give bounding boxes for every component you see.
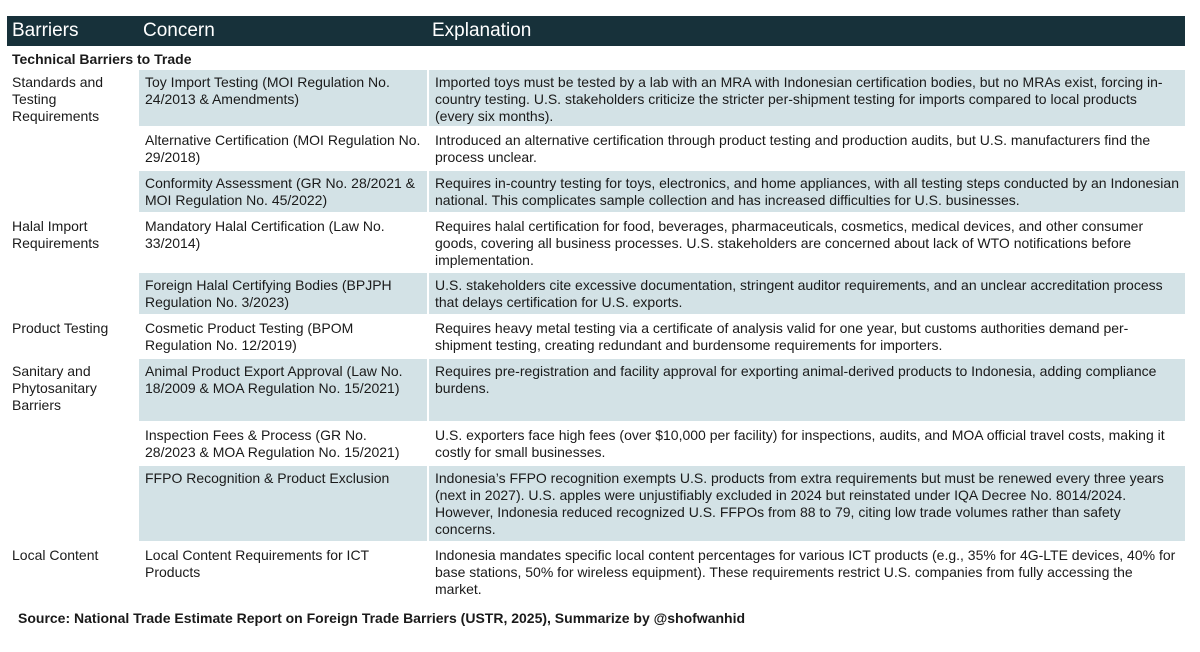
header-concern: Concern [143, 20, 215, 41]
explanation-cell: Indonesia mandates specific local content percentages for various ICT products (e.g., 35% for 4G-LTE devices, 40% for base stations, 50% for wireless equipment). These requirements restrict U.S. companies from fully accessing the market. [427, 543, 1185, 599]
barrier-cell: Sanitary and Phytosanitary Barriers [7, 359, 137, 421]
source-note: Source: National Trade Estimate Report on Foreign Trade Barriers (USTR, 2025), Summarize by @shofwanhid [18, 610, 746, 626]
concern-cell: Animal Product Export Approval (Law No. 18/2009 & MOA Regulation No. 15/2021) [137, 359, 427, 421]
concern-cell: Toy Import Testing (MOI Regulation No. 24/2013 & Amendments) [137, 70, 427, 126]
barrier-cell [7, 273, 137, 314]
explanation-cell: Requires in-country testing for toys, electronics, and home appliances, with all testing steps conducted by an Indonesian national. This complicates sample collection and has increased difficulties for U.S. businesses. [427, 171, 1185, 212]
table-row [7, 171, 1185, 214]
barrier-cell [7, 423, 137, 464]
concern-cell: Conformity Assessment (GR No. 28/2021 & MOI Regulation No. 45/2022) [137, 171, 427, 212]
barriers-table [7, 16, 1185, 601]
concern-cell: Alternative Certification (MOI Regulation No. 29/2018) [137, 128, 427, 169]
explanation-cell: Requires heavy metal testing via a certificate of analysis valid for one year, but customs authorities demand per-shipment testing, creating redundant and burdensome requirements for importers. [427, 316, 1185, 357]
barrier-cell [7, 466, 137, 541]
concern-cell: FFPO Recognition & Product Exclusion [137, 466, 427, 541]
barrier-cell [7, 171, 137, 212]
explanation-cell: U.S. exporters face high fees (over $10,000 per facility) for inspections, audits, and MOA official travel costs, making it costly for small businesses. [427, 423, 1185, 464]
table-row [7, 543, 1185, 601]
barrier-cell: Local Content [7, 543, 137, 599]
explanation-cell: Requires pre-registration and facility approval for exporting animal-derived products to Indonesia, adding compliance burdens. [427, 359, 1185, 421]
table-header [7, 16, 1185, 46]
table-row [7, 466, 1185, 543]
barrier-cell [7, 128, 137, 169]
concern-cell: Local Content Requirements for ICT Products [137, 543, 427, 599]
explanation-cell: Indonesia’s FFPO recognition exempts U.S. products from extra requirements but must be renewed every three years (next in 2027). U.S. apples were unjustifiably excluded in 2024 but reinstated under IQA Decree No. 8014/2024. However, Indonesia reduced recognized U.S. FFPOs from 88 to 79, citing low trade volumes rather than safety concerns. [427, 466, 1185, 541]
table-row [7, 214, 1185, 273]
concern-cell: Inspection Fees & Process (GR No. 28/2023 & MOA Regulation No. 15/2021) [137, 423, 427, 464]
concern-cell: Mandatory Halal Certification (Law No. 33/2014) [137, 214, 427, 271]
concern-cell: Cosmetic Product Testing (BPOM Regulation No. 12/2019) [137, 316, 427, 357]
table-row [7, 70, 1185, 128]
header-explanation: Explanation [432, 20, 532, 41]
explanation-cell: Imported toys must be tested by a lab with an MRA with Indonesian certification bodies, but no MRAs exist, forcing in-country testing. U.S. stakeholders criticize the stricter per-shipment testing for imports compared to local products (every six months). [427, 70, 1185, 126]
header-barriers: Barriers [12, 20, 79, 41]
section-title: Technical Barriers to Trade [12, 51, 192, 67]
explanation-cell: Introduced an alternative certification through product testing and production audits, but U.S. manufacturers find the process unclear. [427, 128, 1185, 169]
concern-cell: Foreign Halal Certifying Bodies (BPJPH Regulation No. 3/2023) [137, 273, 427, 314]
table-row [7, 359, 1185, 423]
barrier-cell: Standards and Testing Requirements [7, 70, 137, 126]
barrier-cell: Halal Import Requirements [7, 214, 137, 271]
explanation-cell: Requires halal certification for food, beverages, pharmaceuticals, cosmetics, medical devices, and other consumer goods, covering all business processes. U.S. stakeholders are concerned about lack of WTO notifications before implementation. [427, 214, 1185, 271]
table-row [7, 316, 1185, 359]
table-row [7, 273, 1185, 316]
explanation-cell: U.S. stakeholders cite excessive documentation, stringent auditor requirements, and an unclear accreditation process that delays certification for U.S. exports. [427, 273, 1185, 314]
table-row [7, 423, 1185, 466]
table-row [7, 128, 1185, 171]
barrier-cell: Product Testing [7, 316, 137, 357]
